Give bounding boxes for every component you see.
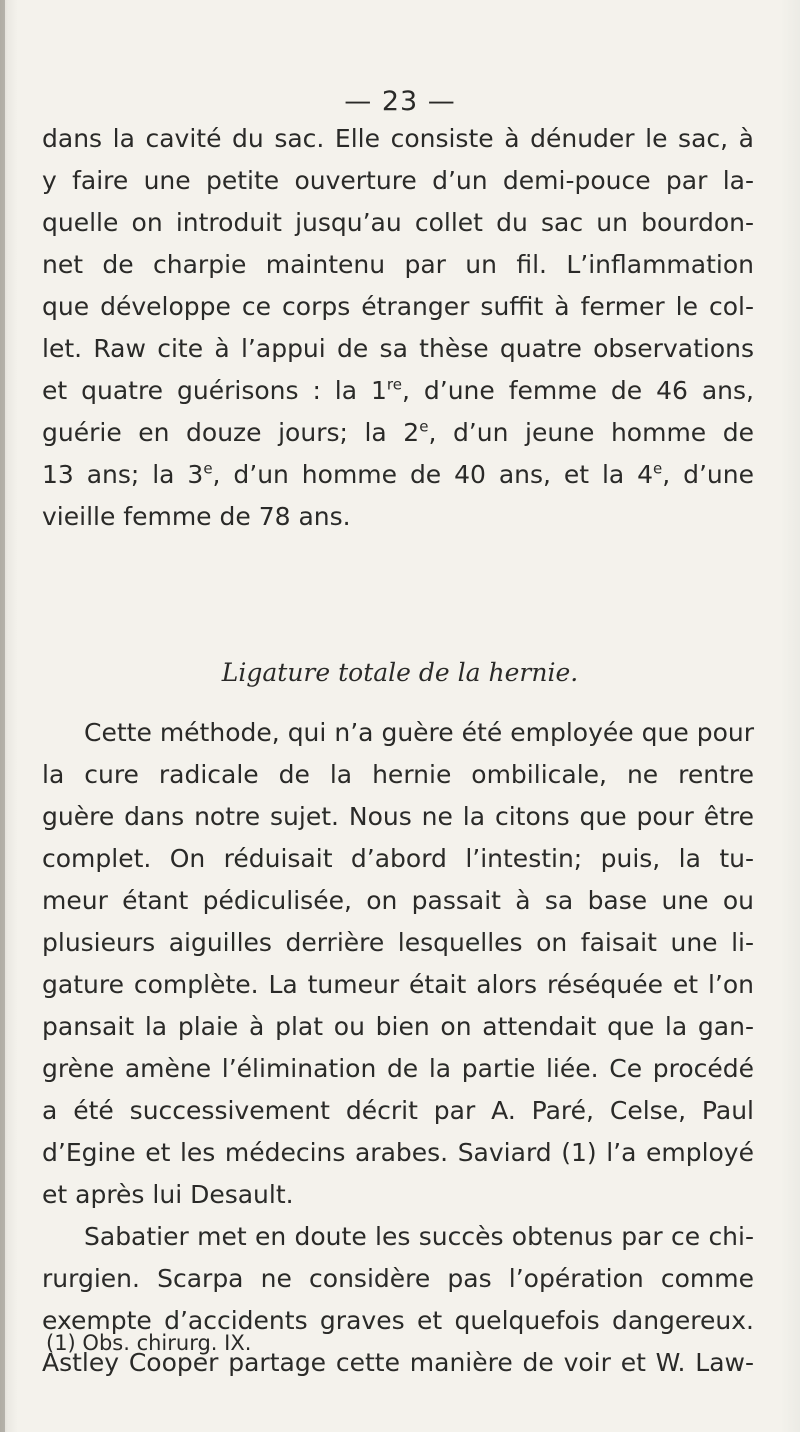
text-segment: , d’une femme de 46 ans, (402, 376, 754, 405)
text-line: a été successivement décrit par A. Paré, Celse, Paul (42, 1096, 754, 1125)
text-line: que développe ce corps étranger suffit à fermer le col- (42, 292, 754, 321)
page-binding-edge (0, 0, 5, 1432)
text-line: dans la cavité du sac. Elle consiste à dénuder le sac, à (42, 124, 754, 153)
footnote: (1) Obs. chirurg. IX. (46, 1331, 252, 1355)
text-line: rurgien. Scarpa ne considère pas l’opération comme (42, 1264, 754, 1293)
text-line: Sabatier met en doute les succès obtenus par ce chi- (84, 1222, 754, 1251)
text-segment: et quatre guérisons : la 1 (42, 376, 387, 405)
ordinal-superscript: e (203, 459, 213, 478)
text-line: plusieurs aiguilles derrière lesquelles on faisait une li- (42, 928, 754, 957)
text-line: gature complète. La tumeur était alors réséquée et l’on (42, 970, 754, 999)
text-line: pansait la plaie à plat ou bien on attendait que la gan- (42, 1012, 754, 1041)
text-line: meur étant pédiculisée, on passait à sa base une ou (42, 886, 754, 915)
page-number: — 23 — (344, 86, 456, 117)
text-line: quelle on introduit jusqu’au collet du sac un bourdon- (42, 208, 754, 237)
text-line: la cure radicale de la hernie ombilicale, ne rentre (42, 760, 754, 789)
text-line: complet. On réduisait d’abord l’intestin; puis, la tu- (42, 844, 754, 873)
paragraph-raw-method (42, 118, 754, 538)
text-line: grène amène l’élimination de la partie liée. Ce procédé (42, 1054, 754, 1083)
text-line (42, 370, 754, 412)
text-segment: , d’une (662, 460, 755, 489)
text-line: vieille femme de 78 ans. (42, 502, 351, 531)
text-line: d’Egine et les médecins arabes. Saviard (1) l’a employé (42, 1138, 754, 1167)
text-line: et après lui Desault. (42, 1180, 294, 1209)
section-heading: Ligature totale de la hernie. (221, 658, 579, 687)
text-line (42, 412, 754, 454)
text-segment: guérie en douze jours; la 2 (42, 418, 420, 447)
paragraph-ligature-method (42, 712, 754, 1384)
text-line: y faire une petite ouverture d’un demi-pouce par la- (42, 166, 754, 195)
text-line: Astley Cooper partage cette manière de voir et W. Law- (42, 1348, 754, 1377)
ordinal-superscript: re (386, 375, 402, 394)
text-segment: , d’un homme de 40 ans, et la 4 (212, 460, 654, 489)
text-line: guère dans notre sujet. Nous ne la citons que pour être (42, 802, 754, 831)
text-line: exempte d’accidents graves et quelquefois dangereux. (42, 1306, 754, 1335)
text-line: Cette méthode, qui n’a guère été employée que pour (84, 718, 754, 747)
text-line (42, 454, 754, 496)
ordinal-superscript: e (653, 459, 663, 478)
text-line: let. Raw cite à l’appui de sa thèse quatre observations (42, 334, 754, 363)
ordinal-superscript: e (419, 417, 429, 436)
text-segment: 13 ans; la 3 (42, 460, 204, 489)
text-line: net de charpie maintenu par un fil. L’inflammation (42, 250, 754, 279)
text-segment: , d’un jeune homme de (428, 418, 754, 447)
